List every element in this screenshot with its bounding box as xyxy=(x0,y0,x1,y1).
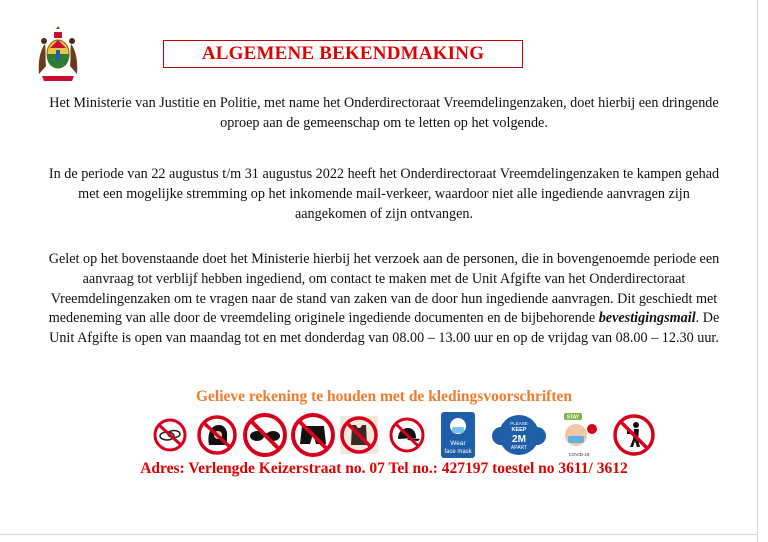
title-box xyxy=(163,40,523,68)
text-segment: . De xyxy=(695,310,720,327)
text-line: Vreemdelingenzaken om te vragen naar de stand van zaken van de door hun ingediende aanvragen. Dit geschiedt met xyxy=(50,290,718,307)
paragraph-period xyxy=(30,165,738,224)
svg-text:COVID-19: COVID-19 xyxy=(568,452,590,457)
no-shorts-icon xyxy=(290,410,336,460)
text-line: aanvraag tot verblijf hebben ingediend, om contact te maken met de Unit Afgifte van het Onderdirectoraat xyxy=(82,270,686,287)
text-line: In de periode van 22 augustus t/m 31 augustus 2022 heeft het Onderdirectoraat Vreemdelingenzaken te kampen gehad xyxy=(48,166,720,182)
dress-code-note: Gelieve rekening te houden met de kledingsvoorschriften xyxy=(196,388,572,405)
no-cap-icon xyxy=(388,410,426,460)
page-edge-bottom xyxy=(0,534,758,535)
text-line: Gelet op het bovenstaande doet het Ministerie hierbij het verzoek aan de personen, die in bovengenoemde periode een xyxy=(48,251,720,267)
text-line: Het Ministerie van Justitie en Politie, met name het Onderdirectoraat Vreemdelingenzaken, doet hierbij een dringende xyxy=(49,95,719,111)
svg-text:face mask: face mask xyxy=(444,449,472,455)
no-sleeveless-icon xyxy=(338,410,380,460)
text-line: met een mogelijke stremming op het inkomende mail-verkeer, waardoor niet alle ingediende aanvragen zijn xyxy=(78,185,690,202)
no-smoking-icon xyxy=(612,410,656,460)
covid-icon xyxy=(555,410,603,460)
svg-text:PLEASE: PLEASE xyxy=(510,421,528,426)
coat-of-arms-icon xyxy=(36,26,80,82)
svg-text:2M: 2M xyxy=(512,434,526,445)
svg-text:Wear: Wear xyxy=(450,440,466,447)
no-slippers-icon xyxy=(152,410,188,460)
svg-text:APART: APART xyxy=(510,445,528,451)
svg-text:STAY: STAY xyxy=(566,414,580,421)
keep-distance-icon xyxy=(490,410,548,460)
wear-face-mask-icon xyxy=(440,410,476,460)
svg-text:KEEP: KEEP xyxy=(511,427,527,433)
no-sunglasses-icon xyxy=(242,410,288,460)
no-headwear-icon xyxy=(196,410,238,460)
text-segment: medeneming van alle door de vreemdeling originele ingediende documenten en de bijbehorende xyxy=(48,310,599,327)
text-line: Unit Afgifte is open van maandag tot en met donderdag van 08.00 – 13.00 uur en op de vrijdag van 08.00 – 12.30 uur. xyxy=(49,330,719,347)
text-line: aangekomen of zijn ontvangen. xyxy=(294,205,474,222)
text-line: oproep aan de gemeenschap om te letten op het volgende. xyxy=(220,114,548,131)
emphasis-bevestigingsmail: bevestigingsmail xyxy=(598,310,696,327)
address-line: Adres: Verlengde Keizerstraat no. 07 Tel no.: 427197 toestel no 3611/ 3612 xyxy=(140,460,628,477)
paragraph-intro xyxy=(30,94,738,134)
dress-code-icons xyxy=(0,410,768,460)
paragraph-request xyxy=(30,250,738,349)
page-title: ALGEMENE BEKENDMAKING xyxy=(201,43,485,64)
text-line xyxy=(30,309,738,329)
